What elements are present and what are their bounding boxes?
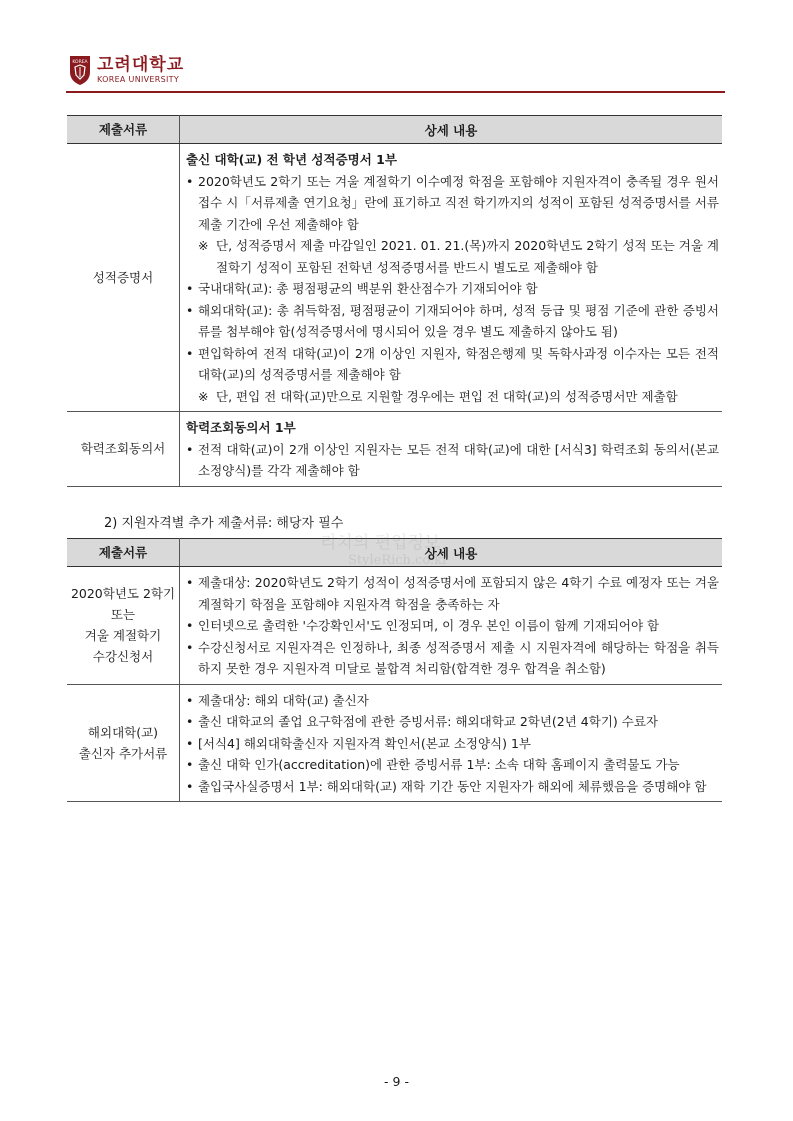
table-header-row: [67, 116, 722, 144]
item-text: [서식4] 해외대학출신자 지원자격 확인서(본교 소정양식) 1부: [198, 735, 532, 751]
document-type-line: 겨울 계절학기: [84, 628, 162, 644]
university-seal-icon: [68, 54, 92, 86]
watermark-line2: StyleRich.co.kr: [348, 553, 449, 568]
detail-cell: [180, 144, 723, 412]
bullet-item: [186, 572, 719, 615]
bullet-item: [186, 171, 719, 236]
page-header: [66, 52, 725, 93]
section-heading: 2) 지원자격별 추가 제출서류: 해당자 필수: [104, 516, 344, 531]
bullet-mark: •: [186, 735, 194, 751]
logo-english-name: KOREA UNIVERSITY: [97, 74, 180, 84]
document-type-cell: [67, 684, 180, 802]
bullet-mark: •: [186, 639, 194, 655]
document-type-line: 출신자 추가서류: [78, 745, 168, 761]
document-type-cell: 성적증명서: [67, 144, 180, 412]
table-row: [67, 567, 722, 685]
logo-korean-name: 고려대학교: [97, 54, 185, 75]
column-header-detail: 상세 내용: [180, 539, 723, 567]
item-text: 단, 편입 전 대학(교)만으로 지원할 경우에는 편입 전 대학(교)의 성적증명서만 제출함: [216, 388, 678, 404]
note-mark: ※: [198, 388, 209, 404]
detail-cell: [180, 567, 723, 685]
bullet-mark: •: [186, 345, 194, 361]
bullet-item: [186, 711, 719, 733]
item-text: 인터넷으로 출력한 '수강확인서'도 인정되며, 이 경우 본인 이름이 함께 기재되어야 함: [198, 618, 660, 633]
bullet-item: [186, 439, 719, 482]
detail-title: 출신 대학(교) 전 학년 성적증명서 1부: [186, 152, 397, 167]
table-row: [67, 684, 722, 802]
bullet-item: [186, 690, 719, 712]
table-row: [67, 144, 722, 412]
watermark-line1: 리치의 편입정보: [320, 533, 441, 553]
bullet-mark: •: [186, 302, 194, 318]
bullet-item: [186, 733, 719, 755]
item-text: 수강신청서로 지원자격은 인정하나, 최종 성적증명서 제출 시 지원자격에 해당하는 학점을 취득하지 못한 경우 지원자격 미달로 불합격 처리함(합격한 경우 합격을 취소함): [198, 639, 719, 676]
document-type-line: 해외대학(교): [87, 724, 159, 740]
bullet-mark: •: [186, 714, 194, 729]
bullet-item: [186, 776, 719, 798]
required-documents-table: [67, 115, 722, 487]
item-text: 해외대학(교): 총 취득학점, 평점평균이 기재되어야 하며, 성적 등급 및 평점 기준에 관한 증빙서류를 첨부해야 함(성적증명서에 명시되어 있을 경우 별도 제출하지 않아도 됨): [198, 302, 719, 339]
bullet-mark: •: [186, 441, 194, 457]
column-header-detail: 상세 내용: [180, 116, 723, 144]
detail-cell: [180, 684, 723, 802]
bullet-item: [186, 615, 719, 637]
detail-title: 학력조회동의서 1부: [186, 420, 296, 435]
watermark: [320, 528, 448, 568]
note-item: [186, 386, 719, 408]
item-text: 단, 성적증명서 제출 마감일인 2021. 01. 21.(목)까지 2020학년도 2학기 성적 또는 겨울 계절학기 성적이 포함된 전학년 성적증명서를 반드시 별도로 제출해야 함: [216, 238, 719, 275]
bullet-mark: •: [186, 575, 194, 590]
item-text: 출입국사실증명서 1부: 해외대학(교) 재학 기간 동안 지원자가 해외에 체류했음을 증명해야 함: [198, 778, 707, 794]
table-row: [67, 412, 722, 487]
bullet-item: [186, 278, 719, 300]
svg-text:KOREA: KOREA: [72, 60, 88, 65]
note-item: [186, 235, 719, 278]
column-header-document: 제출서류: [67, 539, 180, 567]
item-text: 2020학년도 2학기 또는 겨울 계절학기 이수예정 학점을 포함해야 지원자격이 충족될 경우 원서접수 시「서류제출 연기요청」란에 표기하고 직전 학기까지의 성적이 포함된 성적증명서를 서류제출 기간에 우선 제출해야 함: [198, 173, 719, 232]
detail-cell: [180, 412, 723, 487]
column-header-document: 제출서류: [67, 116, 180, 144]
note-mark: ※: [198, 238, 209, 253]
bullet-item: [186, 637, 719, 680]
bullet-mark: •: [186, 281, 194, 296]
additional-documents-table: [67, 538, 722, 802]
university-logo: [68, 54, 184, 86]
bullet-mark: •: [186, 778, 194, 794]
item-text: 제출대상: 2020학년도 2학기 성적이 성적증명서에 포함되지 않은 4학기 수료 예정자 또는 겨울 계절학기 학점을 포함해야 지원자격 학점을 충족하는 자: [198, 575, 719, 612]
bullet-mark: •: [186, 173, 194, 189]
document-type-cell: [67, 567, 180, 685]
bullet-item: [186, 300, 719, 343]
bullet-mark: •: [186, 757, 194, 772]
item-text: 편입학하여 전적 대학(교)이 2개 이상인 지원자, 학점은행제 및 독학사과정 이수자는 모든 전적 대학(교)의 성적증명서를 제출해야 함: [198, 345, 719, 382]
item-text: 출신 대학교의 졸업 요구학점에 관한 증빙서류: 해외대학교 2학년(2년 4학기) 수료자: [198, 714, 658, 729]
bullet-item: [186, 343, 719, 386]
item-text: 제출대상: 해외 대학(교) 출신자: [198, 692, 369, 708]
page-number: - 9 -: [384, 1074, 409, 1089]
bullet-mark: •: [186, 618, 194, 633]
bullet-item: [186, 754, 719, 776]
document-type-line: 수강신청서: [92, 649, 154, 665]
document-type-cell: 학력조회동의서: [67, 412, 180, 487]
item-text: 국내대학(교): 총 평점평균의 백분위 환산점수가 기재되어야 함: [198, 281, 538, 296]
bullet-mark: •: [186, 692, 194, 708]
item-text: 전적 대학(교)이 2개 이상인 지원자는 모든 전적 대학(교)에 대한 [서식3] 학력조회 동의서(본교 소정양식)를 각각 제출해야 함: [198, 441, 719, 478]
document-type-line: 또는: [110, 607, 136, 623]
header-divider: [66, 91, 725, 93]
document-type-line: 2020학년도 2학기: [70, 586, 176, 602]
item-text: 출신 대학 인가(accreditation)에 관한 증빙서류 1부: 소속 대학 홈페이지 출력물도 가능: [198, 757, 680, 772]
